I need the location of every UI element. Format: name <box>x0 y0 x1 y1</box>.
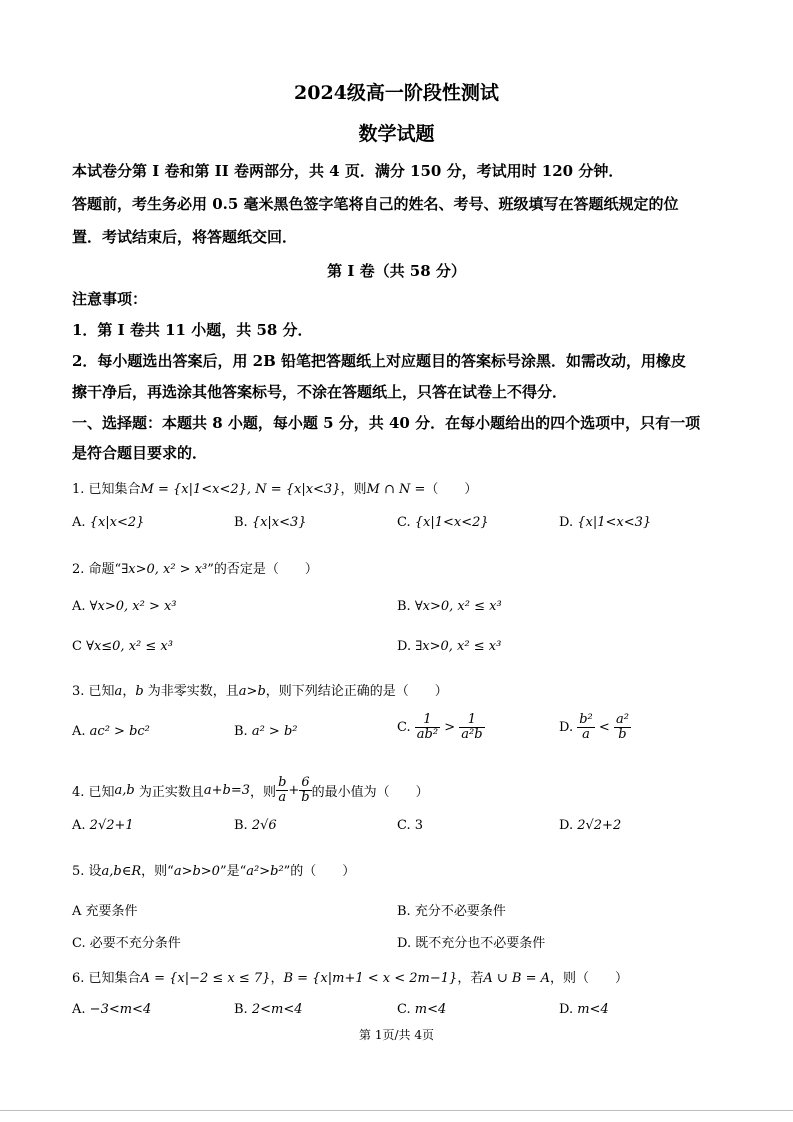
question-2-stem: 2. 命题“∃x>0, x² > x³”的否定是（ ） <box>72 562 318 577</box>
section-title: 第 I 卷（共 58 分） <box>327 262 466 280</box>
q4-option-a: A. 2√2+1 <box>72 818 134 833</box>
question-4-stem: 4. 已知a,b 为正实数且a+b=3，则 $\frac{b}{a}$ + $\frac{6}{b}$ 的最小值为（ ） <box>72 775 429 805</box>
q5-option-b: B. 充分不必要条件 <box>397 904 506 919</box>
intro-line-3: 置．考试结束后，将答题纸交回． <box>72 228 298 246</box>
q1-mid: ，则 <box>340 482 367 497</box>
q1-math: M = {x|1<x<2}, N = {x|x<3} <box>140 482 341 497</box>
question-1-stem <box>72 478 477 497</box>
notice-item-2b: 擦干净后，再选涂其他答案标号，不涂在答题纸上，只答在试卷上不得分． <box>72 383 568 401</box>
q2-option-c: C ∀x≤0, x² ≤ x³ <box>72 639 173 654</box>
q3-option-d: D. $\frac{\text{b²}}{a}$ < $\frac{\text{a²}}{b}$ <box>559 712 629 742</box>
q4-option-d: D. 2√2+2 <box>559 818 622 833</box>
q6-option-b: B. 2<m<4 <box>234 1002 303 1017</box>
q5-option-c: C. 必要不充分条件 <box>72 936 181 951</box>
part-heading-a: 一、选择题：本题共 8 小题，每小题 5 分，共 40 分．在每小题给出的四个选项中，只有一项 <box>72 414 701 432</box>
q3-option-a: A. ac² > bc² <box>72 724 150 739</box>
question-6-stem: 6. 已知集合A = {x|−2 ≤ x ≤ 7}，B = {x|m+1 < x < 2m−1}，若A ∪ B = A，则（ ） <box>72 971 629 986</box>
q2-option-b: B. ∀x>0, x² ≤ x³ <box>397 599 502 614</box>
q5-option-d: D. 既不充分也不必要条件 <box>397 936 546 951</box>
exam-title: 2024级高一阶段性测试 <box>294 82 499 104</box>
part-heading-b: 是符合题目要求的． <box>72 444 208 462</box>
bottom-rule <box>0 1110 793 1111</box>
q1-option-c: C. {x|1<x<2} <box>397 515 489 530</box>
q2-option-d: D. ∃x>0, x² ≤ x³ <box>397 639 502 654</box>
q1-math2: M ∩ N = <box>366 482 426 497</box>
q4-option-b: B. 2√6 <box>234 818 277 833</box>
notice-label: 注意事项： <box>72 290 148 308</box>
q1-suffix: （ ） <box>425 482 478 497</box>
q1-option-a: A. {x|x<2} <box>72 515 145 530</box>
q1-option-b: B. {x|x<3} <box>234 515 307 530</box>
intro-line-2: 答题前，考生务必用 0.5 毫米黑色签字笔将自己的姓名、考号、班级填写在答题纸规定的位 <box>72 195 679 213</box>
notice-item-2a: 2．每小题选出答案后，用 2B 铅笔把答题纸上对应题目的答案标号涂黑．如需改动，用橡皮 <box>72 352 687 370</box>
q4-option-c: C. 3 <box>397 818 424 833</box>
q6-option-d: D. m<4 <box>559 1002 609 1017</box>
intro-line-1: 本试卷分第 I 卷和第 II 卷两部分，共 4 页．满分 150 分，考试用时 120 分钟． <box>72 162 624 180</box>
q3-option-b: B. a² > b² <box>234 724 298 739</box>
question-3-stem: 3. 已知a，b 为非零实数，且a>b，则下列结论正确的是（ ） <box>72 684 448 699</box>
q1-prefix: 1. 已知集合 <box>72 482 141 497</box>
question-5-stem: 5. 设a,b∈R，则“a>b>0”是“a²>b²”的（ ） <box>72 864 356 879</box>
q6-option-c: C. m<4 <box>397 1002 447 1017</box>
page-footer: 第 1页/共 4页 <box>359 1028 434 1042</box>
notice-item-1: 1．第 I 卷共 11 小题，共 58 分． <box>72 321 313 339</box>
q2-math: ∃x>0, x² > x³ <box>121 562 208 577</box>
q5-option-a: A 充要条件 <box>72 904 138 919</box>
q6-option-a: A. −3<m<4 <box>72 1002 152 1017</box>
q3-option-c: C. $\frac{1}{\text{ab²}}$ > $\frac{1}{\text{a²b}}$ <box>397 712 483 742</box>
exam-subject: 数学试题 <box>358 123 435 145</box>
q2-option-a: A. ∀x>0, x² > x³ <box>72 599 177 614</box>
q1-option-d: D. {x|1<x<3} <box>559 515 652 530</box>
